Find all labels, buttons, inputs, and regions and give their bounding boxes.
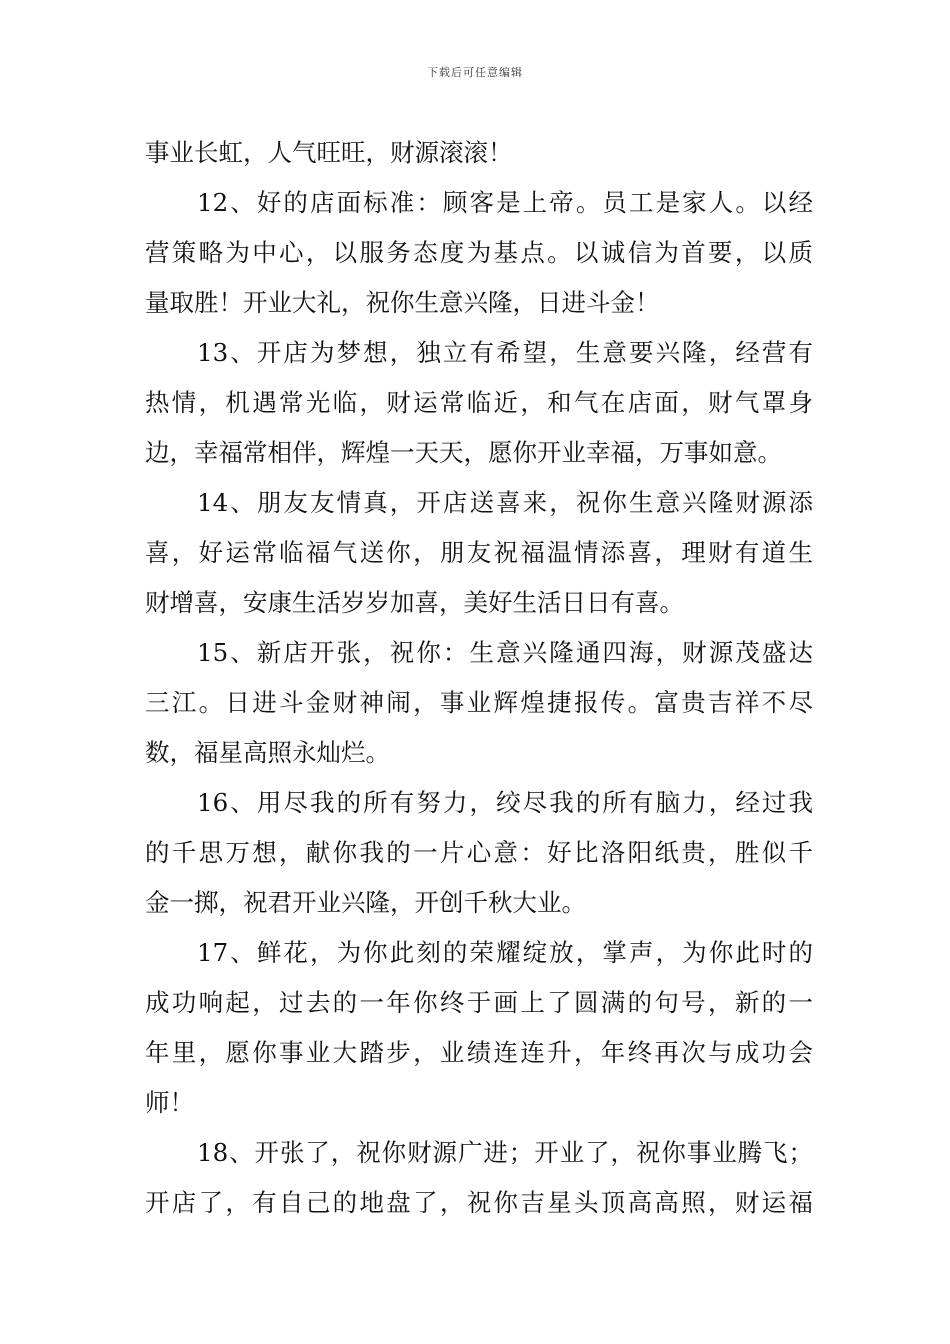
text-line: 16、用尽我的所有努力，绞尽我的所有脑力，经过我	[197, 788, 813, 817]
text-line: 事业长虹，人气旺旺，财源滚滚！	[145, 138, 513, 167]
text-line: 喜，好运常临福气送你，朋友祝福温情添喜，理财有道生	[145, 538, 813, 567]
text-line: 金一掷，祝君开业兴隆，开创千秋大业。	[145, 888, 586, 917]
text-line: 年里，愿你事业大踏步，业绩连连升，年终再次与成功会	[145, 1038, 813, 1067]
text-line: 12、好的店面标准：顾客是上帝。员工是家人。以经	[197, 188, 813, 217]
text-line: 数，福星高照永灿烂。	[145, 738, 390, 767]
text-line: 13、开店为梦想，独立有希望，生意要兴隆，经营有	[197, 338, 813, 367]
text-line: 18、开张了，祝你财源广进；开业了，祝你事业腾飞；	[197, 1138, 813, 1167]
text-line: 14、朋友友情真，开店送喜来，祝你生意兴隆财源添	[197, 488, 813, 517]
text-line: 15、新店开张，祝你：生意兴隆通四海，财源茂盛达	[197, 638, 813, 667]
text-line: 热情，机遇常光临，财运常临近，和气在店面，财气罩身	[145, 388, 813, 417]
document-body	[145, 128, 813, 1228]
text-line: 营策略为中心，以服务态度为基点。以诚信为首要，以质	[145, 238, 813, 267]
text-line: 开店了，有自己的地盘了，祝你吉星头顶高高照，财运福	[145, 1188, 813, 1217]
page-header-note: 下载后可任意编辑	[427, 66, 523, 79]
text-line: 三江。日进斗金财神闹，事业辉煌捷报传。富贵吉祥不尽	[145, 688, 813, 717]
text-line: 师！	[145, 1088, 194, 1117]
text-line: 的千思万想，献你我的一片心意：好比洛阳纸贵，胜似千	[145, 838, 813, 867]
text-line: 17、鲜花，为你此刻的荣耀绽放，掌声，为你此时的	[197, 938, 813, 967]
text-line: 边，幸福常相伴，辉煌一天天，愿你开业幸福，万事如意。	[145, 438, 782, 467]
text-line: 量取胜！开业大礼，祝你生意兴隆，日进斗金！	[145, 288, 660, 317]
text-line: 财增喜，安康生活岁岁加喜，美好生活日日有喜。	[145, 588, 684, 617]
text-line: 成功响起，过去的一年你终于画上了圆满的句号，新的一	[145, 988, 813, 1017]
